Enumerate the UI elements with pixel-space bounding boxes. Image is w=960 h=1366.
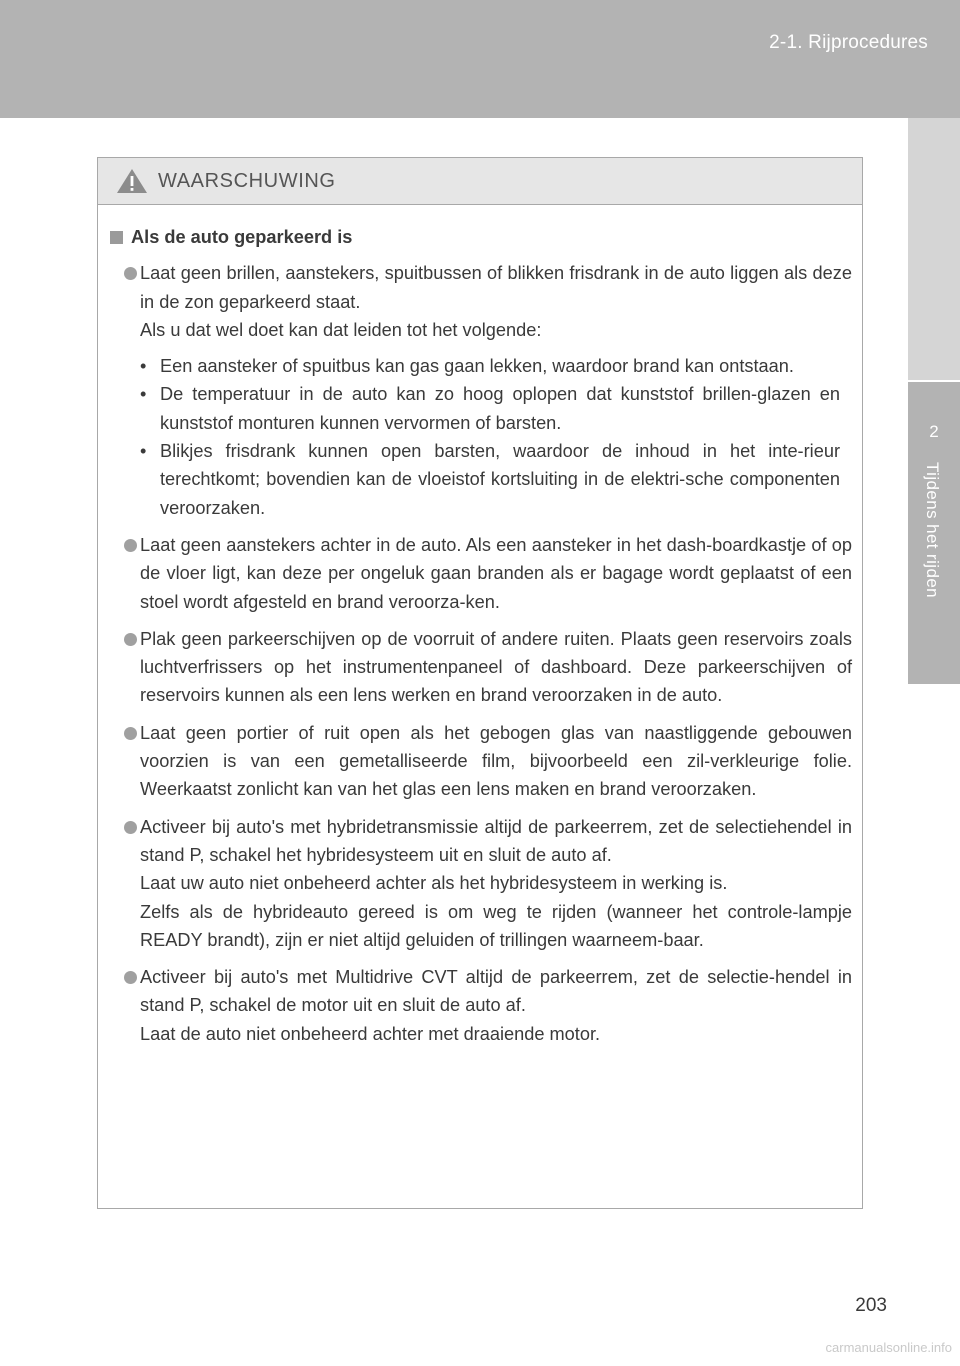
square-bullet-icon bbox=[110, 231, 123, 244]
watermark: carmanualsonline.info bbox=[825, 1340, 952, 1355]
sub-list bbox=[140, 352, 852, 522]
circle-bullet-icon bbox=[124, 727, 137, 740]
bullet-paragraph: Laat geen portier of ruit open als het gebogen glas van naastliggende gebouwen voorzien is van een gemetalliseerde film, bijvoorbeeld een zil-verkleurige folie. Weerkaatst zonlicht kan van het glas een lens maken en brand veroorzaken. bbox=[140, 722, 852, 800]
warning-bullet bbox=[110, 259, 852, 522]
bullet-paragraph: Laat uw auto niet onbeheerd achter als het hybridesysteem in werking is. bbox=[140, 873, 728, 894]
bullet-paragraph: Laat geen brillen, aanstekers, spuitbussen of blikken frisdrank in de auto liggen als deze in de zon geparkeerd staat. bbox=[140, 263, 852, 312]
side-tab-upper bbox=[908, 118, 960, 380]
sub-list-item-text: De temperatuur in de auto kan zo hoog oplopen dat kunststof brillen-glazen en kunststof monturen kunnen vervormen of barsten. bbox=[160, 384, 840, 433]
top-header-band bbox=[0, 0, 960, 118]
circle-bullet-icon bbox=[124, 267, 137, 280]
circle-bullet-icon bbox=[124, 821, 137, 834]
warning-bullet bbox=[110, 625, 852, 710]
chapter-title: Tijdens het rijden bbox=[923, 462, 942, 599]
chapter-side-tab bbox=[908, 382, 960, 684]
chapter-number: 2 bbox=[929, 422, 939, 441]
warning-header bbox=[98, 158, 862, 205]
warning-triangle-icon bbox=[116, 168, 148, 194]
circle-bullet-icon bbox=[124, 539, 137, 552]
warning-body bbox=[98, 205, 862, 1048]
warning-bullet bbox=[110, 719, 852, 804]
dot-bullet-icon: • bbox=[140, 356, 147, 377]
warning-bullet bbox=[110, 531, 852, 616]
dot-bullet-icon: • bbox=[140, 441, 147, 462]
section-heading bbox=[110, 223, 852, 251]
warning-bullet bbox=[110, 813, 852, 954]
bullet-paragraph: Activeer bij auto's met hybridetransmissie altijd de parkeerrem, zet de selectiehendel in stand P, schakel het hybridesysteem uit en sluit de auto af. bbox=[140, 816, 852, 865]
bullet-paragraph: Zelfs als de hybrideauto gereed is om weg te rijden (wanneer het controle-lampje READY brandt), zijn er niet altijd geluiden of trillingen waarneem-baar. bbox=[140, 901, 852, 950]
bullet-paragraph: Activeer bij auto's met Multidrive CVT altijd de parkeerrem, zet de selectie-hendel in stand P, schakel de motor uit en sluit de auto af. bbox=[140, 967, 852, 1016]
warning-title: WAARSCHUWING bbox=[158, 169, 336, 192]
dot-bullet-icon: • bbox=[140, 384, 147, 405]
bullet-paragraph: Plak geen parkeerschijven op de voorruit of andere ruiten. Plaats geen reservoirs zoals luchtverfrissers op het instrumentenpaneel of dashboard. Deze parkeerschijven of reservoirs kunnen als een lens werken en brand veroorzaken in de auto. bbox=[140, 628, 852, 706]
bullet-paragraph: Laat de auto niet onbeheerd achter met draaiende motor. bbox=[140, 1023, 601, 1044]
sub-list-item-text: Blikjes frisdrank kunnen open barsten, waardoor de inhoud in het inte-rieur terechtkomt; bovendien kan de vloeistof kortsluiting in de elektri-sche componenten veroorzaken. bbox=[160, 441, 840, 518]
running-head: 2-1. Rijprocedures bbox=[769, 32, 928, 53]
circle-bullet-icon bbox=[124, 633, 137, 646]
warning-box bbox=[97, 157, 863, 1209]
warning-bullet bbox=[110, 963, 852, 1048]
sub-list-item bbox=[140, 380, 840, 437]
bullet-paragraph: Als u dat wel doet kan dat leiden tot het volgende: bbox=[140, 319, 542, 340]
sub-list-item bbox=[140, 352, 840, 380]
sub-list-item bbox=[140, 437, 840, 522]
sub-list-item-text: Een aansteker of spuitbus kan gas gaan lekken, waardoor brand kan ontstaan. bbox=[160, 356, 794, 377]
page-number: 203 bbox=[855, 1295, 887, 1316]
section-heading-text: Als de auto geparkeerd is bbox=[131, 227, 353, 247]
circle-bullet-icon bbox=[124, 971, 137, 984]
bullet-paragraph: Laat geen aanstekers achter in de auto. Als een aansteker in het dash-boardkastje of op de vloer ligt, kan deze per ongeluk gaan branden als er bagage wordt geplaatst of een stoel wordt afgesteld en brand veroorza-ken. bbox=[140, 534, 852, 612]
